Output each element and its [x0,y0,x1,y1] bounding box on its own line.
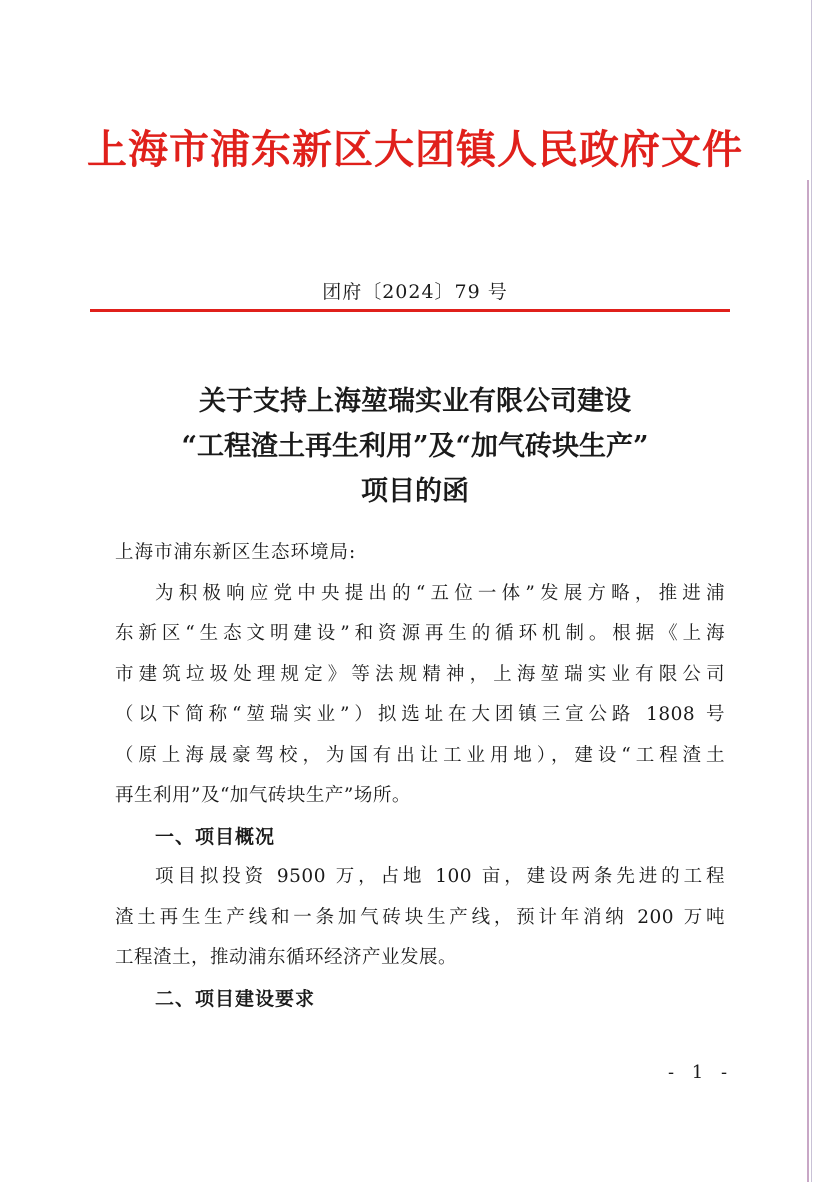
section-heading-overview: 一、项目概况 [155,825,276,848]
paragraph-line: 市建筑垃圾处理规定》等法规精神，上海堃瑞实业有限公司 [115,663,725,685]
paragraph-line: 再生利用”及“加气砖块生产”场所。 [115,785,411,806]
issuer-title: 上海市浦东新区大团镇人民政府文件 [87,127,743,173]
paragraph-line: （以下简称“堃瑞实业”）拟选址在大团镇三宣公路 1808 号 [115,704,725,725]
document-number: 团府〔2024〕79 号 [322,281,508,303]
title-line-2: “工程渣土再生利用”及“加气砖块生产” [181,431,649,462]
document-body [115,533,725,1019]
paragraph-line: 东新区“生态文明建设”和资源再生的循环机制。根据《上海 [115,623,725,644]
paragraph-overview [115,857,725,979]
red-divider-line [90,309,730,312]
paragraph-line: 渣土再生生产线和一条加气砖块生产线，预计年消纳 200 万吨 [115,906,725,928]
title-line-1: 关于支持上海堃瑞实业有限公司建设 [199,386,631,417]
page-edge-mark [807,180,809,1182]
title-line-3: 项目的函 [361,476,469,507]
paragraph-line: 工程渣土，推动浦东循环经济产业发展。 [115,947,458,968]
addressee: 上海市浦东新区生态环境局: [115,542,357,563]
section-heading-requirements: 二、项目建设要求 [155,987,316,1010]
page-number: - 1 - [668,1062,734,1083]
paragraph-intro [115,574,725,817]
paragraph-line: 为积极响应党中央提出的“五位一体”发展方略，推进浦 [155,582,725,604]
paragraph-line: （原上海晟豪驾校，为国有出让工业用地），建设“工程渣土 [115,744,725,766]
document-title [0,379,830,514]
paragraph-line: 项目拟投资 9500 万，占地 100 亩，建设两条先进的工程 [155,866,725,887]
